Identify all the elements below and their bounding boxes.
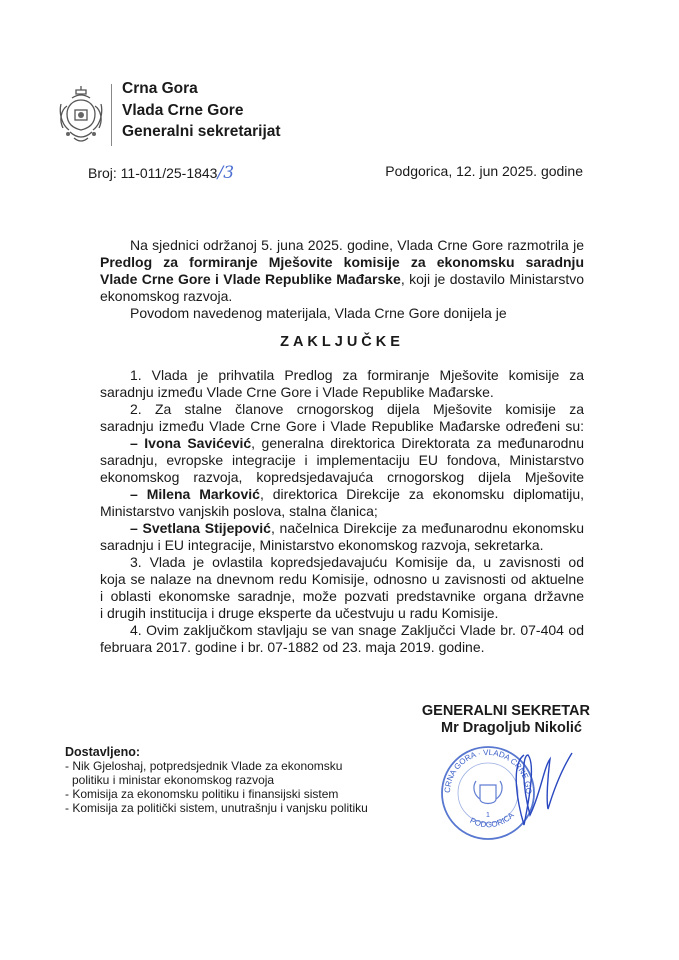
body-line bbox=[100, 435, 584, 452]
body-line bbox=[100, 520, 584, 537]
body-line bbox=[100, 622, 584, 639]
text: i oblasti ekonomske saradnje, može pozvati predstavnike organa državne bbox=[100, 588, 584, 604]
body-line bbox=[100, 334, 584, 351]
stamp-seal-icon bbox=[432, 735, 582, 845]
body-line bbox=[100, 401, 584, 418]
header-department: Generalni sekretarijat bbox=[122, 123, 281, 140]
place-date: Podgorica, 12. jun 2025. godine bbox=[385, 163, 583, 179]
distribution-item: - Komisija za ekonomsku politiku i finansijski sistem bbox=[65, 787, 339, 801]
body-line bbox=[100, 367, 584, 384]
text: februara 2017. godine i br. 07-1882 od 23. maja 2019. godine. bbox=[100, 639, 485, 655]
text: saradnju, evropske integracije i implementaciju EU fondova, Ministarstvo bbox=[100, 452, 584, 468]
text: Na sjednici održanoj 5. juna 2025. godine, Vlada Crne Gore razmotrila je bbox=[130, 237, 584, 253]
bold-text: Vlade Crne Gore i Vlade Republike Mađarske bbox=[100, 271, 401, 287]
text: , koji je dostavilo Ministarstvo bbox=[400, 271, 584, 287]
distribution-item: - Nik Gjeloshaj, potpredsjednik Vlade za ekonomsku bbox=[65, 759, 343, 773]
text: , generalna direktorica Direktorata za međunarodnu bbox=[251, 435, 584, 451]
body-line bbox=[100, 503, 584, 520]
body-line bbox=[100, 271, 584, 288]
body-line bbox=[100, 452, 584, 469]
distribution-heading: Dostavljeno: bbox=[65, 745, 141, 759]
text: ZAKLJUČKE bbox=[280, 334, 404, 350]
text: Povodom navedenog materijala, Vlada Crne Gore donijela je bbox=[130, 305, 507, 321]
body-line bbox=[100, 571, 584, 588]
header-government: Vlada Crne Gore bbox=[122, 102, 244, 119]
text: i drugih institucija i druge eksperte da učestvuju u radu Komisije. bbox=[100, 605, 499, 621]
body-line bbox=[100, 605, 584, 622]
body-line bbox=[100, 537, 584, 554]
reference-number-text: Broj: 11-011/25-1843 bbox=[88, 165, 218, 181]
signatory-title: GENERALNI SEKRETAR bbox=[421, 703, 590, 719]
handwritten-signature bbox=[516, 753, 572, 825]
text: 2. Za stalne članove crnogorskog dijela Mješovite komisije za bbox=[130, 401, 584, 417]
bold-text: – Milena Marković bbox=[130, 486, 260, 502]
body-line bbox=[100, 639, 584, 656]
text: koja se nalaze na dnevnom redu Komisije, odnosno u zavisnosti od aktuelne bbox=[100, 571, 584, 587]
montenegro-coat-of-arms-icon bbox=[58, 84, 104, 148]
body-line bbox=[100, 469, 584, 486]
text: saradnju između Vlade Crne Gore i Vlade Republike Mađarske određeni su: bbox=[100, 418, 584, 434]
distribution-item: politiku i ministar ekonomskog razvoja bbox=[72, 773, 275, 787]
stamp-top-text: CRNA GORA · VLADA CRNE GO bbox=[442, 747, 534, 795]
text: 3. Vlada je ovlastila kopredsjedavajuću Komisije da, u zavisnosti od bbox=[130, 554, 584, 570]
text: 1. Vlada je prihvatila Predlog za formiranje Mješovite komisije za bbox=[130, 367, 584, 383]
body-line bbox=[100, 288, 584, 305]
stamp-bottom-text: PODGORICA bbox=[468, 810, 516, 830]
body-line bbox=[100, 254, 584, 271]
text: saradnju između Vlade Crne Gore i Vlade Republike Mađarske. bbox=[100, 384, 494, 400]
bold-text: Predlog za formiranje Mješovite komisije za ekonomsku saradnju bbox=[100, 254, 584, 270]
official-stamp bbox=[432, 735, 582, 845]
text: Ministarstvo vanjskih poslova, stalna članica; bbox=[100, 503, 378, 519]
text: saradnju i EU integracije, Ministarstvo ekonomskog razvoja, sekretarka. bbox=[100, 537, 544, 553]
body-line bbox=[100, 305, 584, 322]
body-line bbox=[100, 554, 584, 571]
reference-number bbox=[88, 163, 234, 183]
text: ekonomskog razvoja, kopredsjedavajuća crnogorskog dijela Mješovite bbox=[100, 469, 584, 485]
text: 4. Ovim zaključkom stavljaju se van snage Zaključci Vlade br. 07-404 od bbox=[130, 622, 584, 638]
coat-of-arms-emblem bbox=[58, 84, 104, 148]
stamp-number: 1 bbox=[486, 812, 490, 819]
body-line bbox=[100, 237, 584, 254]
bold-text: – Ivona Savićević bbox=[130, 435, 252, 451]
header-divider bbox=[111, 84, 112, 146]
text: , načelnica Direkcije za međunarodnu ekonomsku bbox=[270, 520, 584, 536]
body-line bbox=[100, 418, 584, 435]
bold-text: – Svetlana Stijepović bbox=[130, 520, 271, 536]
body-line bbox=[100, 486, 584, 503]
handwritten-suffix: /3 bbox=[217, 163, 235, 183]
distribution-list bbox=[65, 745, 368, 815]
body-line bbox=[100, 588, 584, 605]
document-body bbox=[100, 237, 584, 656]
distribution-item: - Komisija za politički sistem, unutrašnju i vanjsku politiku bbox=[65, 801, 368, 815]
text: , direktorica Direkcije za ekonomsku diplomatiju, bbox=[259, 486, 584, 502]
text: ekonomskog razvoja. bbox=[100, 288, 233, 304]
signatory-name: Mr Dragoljub Nikolić bbox=[441, 720, 582, 736]
header-country: Crna Gora bbox=[122, 80, 198, 97]
body-line bbox=[100, 384, 584, 401]
